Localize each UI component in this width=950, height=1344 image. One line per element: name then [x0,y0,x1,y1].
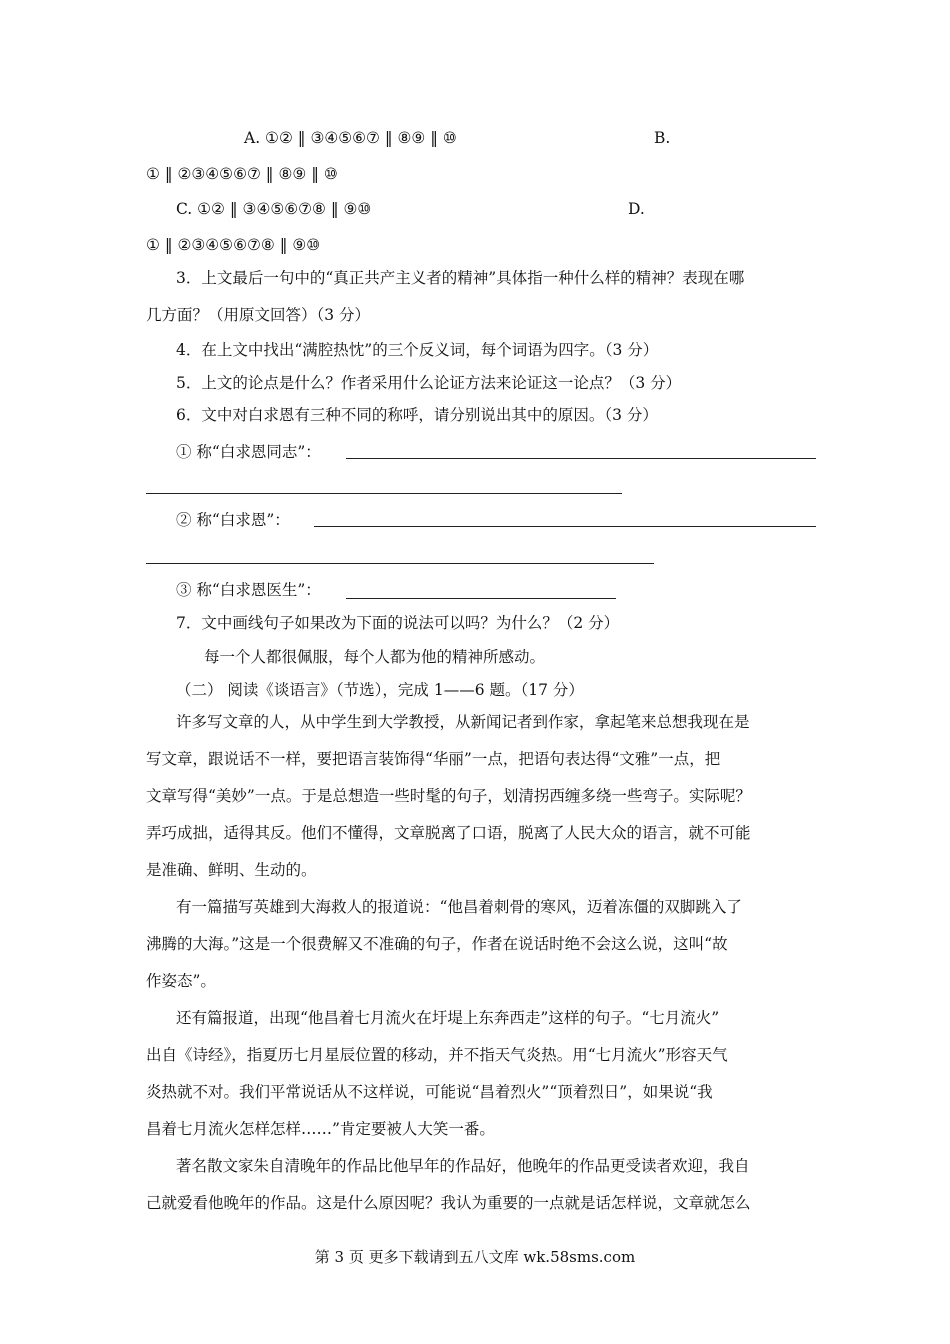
paragraph-line: 己就爱看他晚年的作品。这是什么原因呢？我认为重要的一点就是话怎样说，文章就怎么 [146,1194,751,1212]
question-6-item-1: ① 称“白求恩同志”： [176,443,321,461]
question-7-sentence: 每一个人都很佩服，每个人都为他的精神所感动。 [204,648,546,666]
paragraph-line: 昌着七月流火怎样怎样……”肯定要被人大笑一番。 [146,1120,495,1138]
paragraph-line: 著名散文家朱自清晚年的作品比他早年的作品好，他晚年的作品更受读者欢迎，我自 [176,1157,750,1175]
paragraph-line: 炎热就不对。我们平常说话从不这样说，可能说“昌着烈火”“顶着烈日”，如果说“我 [146,1083,713,1101]
question-6: 6．文中对白求恩有三种不同的称呼，请分别说出其中的原因。（3 分） [176,406,658,424]
paragraph-line: 文章写得“美妙”一点。于是总想造一些时髦的句子，划清拐西缠多绕一些弯子。实际呢？ [146,787,751,805]
answer-line [346,598,616,599]
page-footer: 第 3 页 更多下载请到五八文库 wk.58sms.com [314,1248,636,1266]
option-b: ① ‖ ②③④⑤⑥⑦ ‖ ⑧⑨ ‖ ⑩ [146,165,338,183]
question-5: 5．上文的论点是什么？作者采用什么论证方法来论证这一论点？（3 分） [176,374,682,392]
paragraph-line: 作姿态”。 [146,972,216,990]
paragraph-line: 许多写文章的人，从中学生到大学教授，从新闻记者到作家，拿起笔来总想我现在是 [176,713,750,731]
option-b-label: B. [654,129,671,147]
option-a: A. ①② ‖ ③④⑤⑥⑦ ‖ ⑧⑨ ‖ ⑩ [244,129,457,147]
answer-line [346,458,816,459]
paragraph-line: 出自《诗经》，指夏历七月星辰位置的移动，并不指天气炎热。用“七月流火”形容天气 [146,1046,728,1064]
paragraph-line: 有一篇描写英雄到大海救人的报道说：“他昌着刺骨的寒风，迈着冻僵的双脚跳入了 [176,898,742,916]
question-3-line-1: 3．上文最后一句中的“真正共产主义者的精神”具体指一种什么样的精神？表现在哪 [176,269,745,287]
question-3-line-2: 几方面？（用原文回答）（3 分） [146,306,371,324]
paragraph-line: 沸腾的大海。”这是一个很费解又不准确的句子，作者在说话时绝不会这么说，这叫“故 [146,935,728,953]
option-d-label: D. [628,200,645,218]
question-6-item-2: ② 称“白求恩”： [176,511,290,529]
question-6-item-3: ③ 称“白求恩医生”： [176,581,321,599]
answer-line [314,526,816,527]
answer-line [146,563,654,564]
paragraph-line: 写文章，跟说话不一样，要把语言装饰得“华丽”一点，把语句表达得“文雅”一点，把 [146,750,721,768]
section-2-heading: （二） 阅读《谈语言》（节选），完成 1——6 题。（17 分） [176,681,584,699]
answer-line [146,493,622,494]
paragraph-line: 弄巧成拙，适得其反。他们不懂得，文章脱离了口语，脱离了人民大众的语言，就不可能 [146,824,751,842]
option-c: C. ①② ‖ ③④⑤⑥⑦⑧ ‖ ⑨⑩ [176,200,372,218]
paragraph-line: 还有篇报道，出现“他昌着七月流火在圩堤上东奔西走”这样的句子。“七月流火” [176,1009,720,1027]
question-7: 7．文中画线句子如果改为下面的说法可以吗？为什么？（2 分） [176,614,620,632]
question-4: 4．在上文中找出“满腔热忱”的三个反义词，每个词语为四字。（3 分） [176,341,659,359]
option-d: ① ‖ ②③④⑤⑥⑦⑧ ‖ ⑨⑩ [146,236,321,254]
paragraph-line: 是准确、鲜明、生动的。 [146,861,317,879]
